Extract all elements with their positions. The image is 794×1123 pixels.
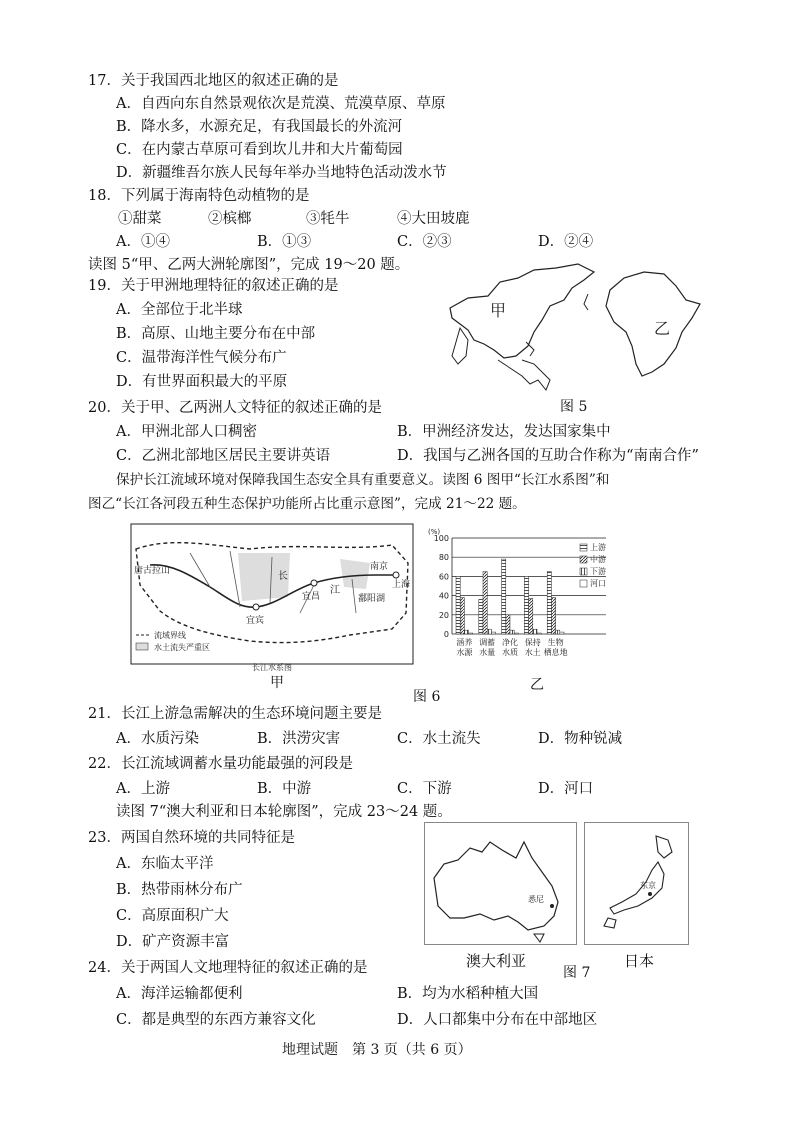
chart-bar bbox=[506, 615, 510, 634]
chart-ytick-label: 100 bbox=[433, 534, 449, 543]
chart-bar bbox=[491, 632, 495, 634]
q24-option-a: A．海洋运输都便利 bbox=[116, 986, 243, 1002]
chart-legend-label: 中游 bbox=[590, 555, 606, 564]
chart-category-label: 水质 bbox=[502, 648, 518, 657]
q17-option-c: C．在内蒙古草原可看到坎儿井和大片葡萄园 bbox=[116, 142, 403, 158]
chart-ytick-label: 80 bbox=[438, 553, 449, 563]
chart-category-label: 水源 bbox=[456, 648, 473, 657]
chart-bar bbox=[533, 629, 537, 634]
q23-stem: 23．两国自然环境的共同特征是 bbox=[88, 830, 295, 846]
q24-option-d: D．人口都集中分布在中部地区 bbox=[397, 1012, 598, 1028]
q24-option-c: C．都是典型的东西方兼容文化 bbox=[116, 1012, 316, 1028]
q20-option-b: B．甲洲经济发达，发达国家集中 bbox=[397, 424, 611, 440]
chart-ylabel: (%) bbox=[428, 528, 441, 536]
q19-option-b: B．高原、山地主要分布在中部 bbox=[116, 326, 316, 342]
chart-legend-swatch bbox=[580, 556, 587, 563]
q19-option-d: D．有世界面积最大的平原 bbox=[116, 374, 288, 390]
figure-7-japan-map bbox=[584, 822, 690, 946]
chart-bar bbox=[483, 572, 487, 634]
chart-bar bbox=[537, 633, 541, 634]
map-label-poyang: 鄱阳湖 bbox=[358, 594, 386, 604]
chart-bar bbox=[514, 633, 518, 634]
chart-bar bbox=[529, 598, 533, 634]
q18-option-b: B．①③ bbox=[257, 234, 312, 250]
chart-legend-swatch bbox=[580, 544, 587, 551]
q18-stem: 18．下列属于海南特色动植物的是 bbox=[88, 188, 310, 204]
q17-stem: 17．关于我国西北地区的叙述正确的是 bbox=[88, 73, 339, 89]
q20-option-c: C．乙洲北部地区居民主要讲英语 bbox=[116, 448, 331, 464]
q21-option-b: B．洪涝灾害 bbox=[257, 731, 341, 747]
q22-option-a: A．上游 bbox=[116, 781, 170, 797]
q24-option-b: B．均为水稻种植大国 bbox=[397, 986, 539, 1002]
map-label-chang: 长 bbox=[278, 571, 288, 582]
chart-bar bbox=[456, 576, 460, 634]
q22-option-c: C．下游 bbox=[397, 781, 452, 797]
q23-option-b: B．热带雨林分布广 bbox=[116, 882, 243, 898]
chart-ytick-label: 20 bbox=[438, 610, 449, 620]
figure-7-caption: 图 7 bbox=[563, 965, 591, 981]
q22-option-d: D．河口 bbox=[538, 781, 594, 797]
figure-6-jia-map bbox=[130, 523, 418, 671]
africa-outline bbox=[606, 272, 700, 376]
chart-bar bbox=[487, 629, 491, 634]
q18-item-2: ②槟榔 bbox=[208, 211, 252, 227]
chart-ytick-label: 60 bbox=[438, 572, 449, 582]
chart-category-label: 水量 bbox=[479, 648, 496, 657]
q19-option-c: C．温带海洋性气候分布广 bbox=[116, 350, 287, 366]
chart-category-label: 保持 bbox=[524, 638, 541, 647]
chart-bar bbox=[556, 630, 560, 634]
q18-item-1: ①甜菜 bbox=[118, 211, 162, 227]
chart-category-label: 生物 bbox=[547, 638, 564, 647]
figure-5-maps bbox=[438, 260, 718, 400]
q23-option-d: D．矿产资源丰富 bbox=[116, 934, 230, 950]
figure-6-yi-label: 乙 bbox=[530, 677, 544, 693]
map-title: 长江水系图 bbox=[252, 663, 292, 671]
q17-option-a: A．自西向东自然景观依次是荒漠、荒漠草原、草原 bbox=[116, 96, 446, 112]
figure-5-yi-label: 乙 bbox=[654, 319, 671, 338]
q24-stem: 24．关于两国人文地理特征的叙述正确的是 bbox=[88, 960, 368, 976]
map-label-jiang: 江 bbox=[330, 585, 340, 596]
chart-bar bbox=[464, 630, 468, 634]
chart-legend-swatch bbox=[580, 568, 587, 575]
q23-option-a: A．东临太平洋 bbox=[116, 856, 214, 872]
map-label-shanghai: 上海 bbox=[392, 580, 411, 590]
figure-7-aus-label: 澳大利亚 bbox=[466, 952, 527, 970]
figure-6-yi-chart bbox=[424, 526, 614, 666]
chart-bar bbox=[524, 576, 528, 634]
intro-21-22-line1: 保护长江流域环境对保障我国生态安全具有重要意义。读图 6 图甲“长江水系图”和 bbox=[116, 472, 610, 488]
map-legend-erosion: 水土流失严重区 bbox=[154, 643, 210, 652]
chart-category-label: 涵养 bbox=[456, 638, 473, 647]
chart-legend-label: 下游 bbox=[590, 567, 606, 576]
map-label-yichang: 宜昌 bbox=[302, 592, 321, 602]
q22-stem: 22．长江流域调蓄水量功能最强的河段是 bbox=[88, 756, 353, 772]
q20-option-d: D．我国与乙洲各国的互助合作称为“南南合作” bbox=[397, 448, 699, 464]
chart-category-label: 水土 bbox=[524, 648, 541, 657]
map-label-nanjing: 南京 bbox=[370, 562, 389, 572]
q17-option-d: D．新疆维吾尔族人民每年举办当地特色活动泼水节 bbox=[116, 165, 447, 181]
chart-legend-swatch bbox=[580, 580, 587, 587]
q18-option-a: A．①④ bbox=[116, 234, 170, 250]
intro-23-24: 读图 7“澳大利亚和日本轮廓图”，完成 23～24 题。 bbox=[116, 804, 452, 820]
chart-ytick-label: 0 bbox=[443, 630, 449, 639]
figure-6-caption: 图 6 bbox=[413, 689, 441, 705]
q21-option-a: A．水质污染 bbox=[116, 731, 199, 747]
q21-option-d: D．物种锐减 bbox=[538, 731, 623, 747]
chart-bar bbox=[510, 630, 514, 634]
q22-option-b: B．中游 bbox=[257, 781, 312, 797]
chart-bar bbox=[502, 559, 506, 634]
intro-21-22-line2: 图乙“长江各河段五种生态保护功能所占比重示意图”，完成 21～22 题。 bbox=[88, 496, 526, 512]
q20-option-a: A．甲洲北部人口稠密 bbox=[116, 424, 257, 440]
chart-ytick-label: 40 bbox=[438, 591, 449, 601]
map-legend-boundary: 流域界线 bbox=[154, 631, 186, 640]
chart-legend-label: 上游 bbox=[590, 543, 606, 552]
asia-outline bbox=[450, 264, 594, 358]
q18-option-c: C．②③ bbox=[397, 234, 452, 250]
chart-category-label: 栖息地 bbox=[543, 648, 568, 657]
q19-option-a: A．全部位于北半球 bbox=[116, 302, 243, 318]
intro-19-20: 读图 5“甲、乙两大洲轮廓图”，完成 19～20 题。 bbox=[88, 257, 410, 273]
chart-bar bbox=[560, 632, 564, 634]
figure-5-jia-label: 甲 bbox=[490, 301, 507, 320]
q21-stem: 21．长江上游急需解决的生态环境问题主要是 bbox=[88, 706, 382, 722]
chart-category-label: 调蓄 bbox=[479, 638, 496, 647]
figure-6-jia-label: 甲 bbox=[270, 675, 284, 691]
map-label-sydney: 悉尼 bbox=[528, 895, 544, 904]
figure-7-jpn-label: 日本 bbox=[624, 952, 655, 970]
chart-bar bbox=[551, 598, 555, 634]
figure-7-australia-map bbox=[424, 822, 579, 946]
chart-bar bbox=[460, 598, 464, 634]
map-label-yibin: 宜宾 bbox=[246, 616, 265, 626]
q17-option-b: B．降水多，水源充足，有我国最长的外流河 bbox=[116, 119, 403, 135]
q18-item-3: ③牦牛 bbox=[306, 211, 350, 227]
q20-stem: 20．关于甲、乙两洲人文特征的叙述正确的是 bbox=[88, 400, 382, 416]
q18-option-d: D．②④ bbox=[538, 234, 594, 250]
page-footer: 地理试题 第 3 页（共 6 页） bbox=[282, 1042, 472, 1058]
q23-option-c: C．高原面积广大 bbox=[116, 908, 229, 924]
map-label-tokyo: 东京 bbox=[640, 881, 656, 890]
chart-category-label: 净化 bbox=[502, 638, 518, 647]
chart-bar bbox=[547, 572, 551, 634]
figure-5-caption: 图 5 bbox=[560, 399, 588, 415]
chart-bar bbox=[469, 633, 473, 634]
chart-legend-label: 河口 bbox=[590, 579, 606, 588]
q21-option-c: C．水土流失 bbox=[397, 731, 481, 747]
map-label-tanggula: 唐古拉山 bbox=[134, 566, 171, 576]
q18-item-4: ④大田坡鹿 bbox=[397, 211, 470, 227]
q19-stem: 19．关于甲洲地理特征的叙述正确的是 bbox=[88, 278, 339, 294]
chart-bar bbox=[479, 599, 483, 634]
